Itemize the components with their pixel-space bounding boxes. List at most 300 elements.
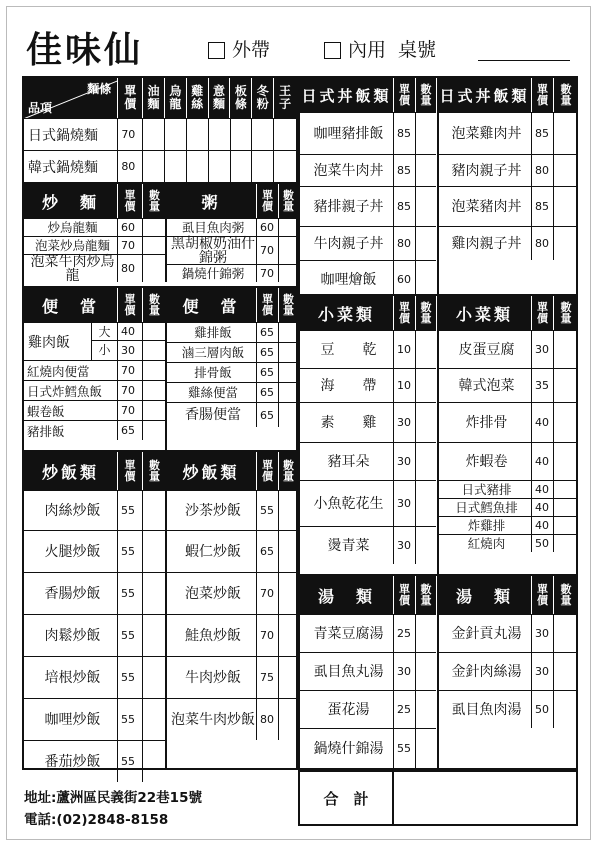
sides_left-qty-field[interactable] — [416, 481, 436, 526]
fried_noodles-price-header-label: 單價 — [124, 189, 136, 213]
congee-qty-field[interactable] — [279, 219, 298, 236]
congee-title: 粥 — [166, 184, 257, 218]
soup_left-price-header — [394, 576, 416, 614]
large-qty-field[interactable] — [143, 323, 166, 341]
phone: 電話:(02)2848-8158 — [24, 812, 169, 828]
sides_left-item-name: 豆 乾 — [300, 331, 394, 368]
bento_right-item-name: 排骨飯 — [166, 363, 257, 382]
soup_left-row — [300, 728, 436, 768]
soup_left-item-name: 青菜豆腐湯 — [300, 615, 394, 652]
congee-row — [166, 264, 298, 282]
chicken-size-column — [92, 323, 118, 360]
sides_right-item-price: 40 — [532, 517, 554, 534]
noodle-type-qty-field[interactable] — [187, 119, 209, 150]
sides_right-qty-field[interactable] — [554, 499, 578, 516]
noodle-item-name: 韓式鍋燒麵 — [24, 151, 118, 182]
donburi_left-qty-header-label: 數量 — [420, 83, 432, 107]
small-qty-field[interactable] — [143, 341, 166, 359]
donburi_right-row — [438, 226, 578, 260]
soup_right-qty-field[interactable] — [554, 691, 578, 728]
fried_noodles-item-price: 60 — [118, 219, 143, 236]
fried_rice_right-qty-field[interactable] — [279, 531, 298, 572]
noodle-type-qty-field[interactable] — [231, 119, 253, 150]
fried_rice_left-item-price: 55 — [118, 699, 143, 740]
noodle-col-header — [230, 78, 252, 118]
fried_rice_right-item-name: 牛肉炒飯 — [166, 657, 257, 698]
fried_noodles-row — [24, 236, 166, 254]
noodle-col-label: 冬粉 — [256, 84, 269, 111]
fried_rice_right-item-price: 80 — [257, 699, 279, 740]
fried_rice_left-qty-field[interactable] — [143, 573, 166, 614]
soup_right-header — [438, 576, 578, 614]
bento_left-price-header-label: 單價 — [124, 293, 136, 317]
sides_left-header — [300, 296, 436, 330]
bento_right-item-name: 滷三層肉飯 — [166, 343, 257, 362]
fried_rice_right-item-name: 沙茶炒飯 — [166, 491, 257, 530]
sides_right-item-name: 紅燒肉 — [438, 535, 532, 552]
noodle-col-header — [252, 78, 274, 118]
takeout-checkbox[interactable] — [208, 42, 225, 59]
bento_left-qty-field[interactable] — [143, 421, 166, 440]
donburi_right-qty-field[interactable] — [554, 113, 578, 154]
sides_left-item-price: 30 — [394, 403, 416, 442]
fried_rice_left-qty-field[interactable] — [143, 615, 166, 656]
sides_right-item-price: 50 — [532, 535, 554, 552]
sides_right-qty-field[interactable] — [554, 443, 578, 480]
total-box — [298, 770, 578, 826]
soup_left-row — [300, 690, 436, 728]
congee-header — [166, 184, 298, 218]
soup_right-qty-field[interactable] — [554, 615, 578, 652]
fried_rice_right-header — [166, 452, 298, 490]
small-price: 30 — [121, 343, 135, 357]
fried_rice_right-row — [166, 572, 298, 614]
fried_rice_left-title: 炒飯類 — [24, 452, 118, 490]
fried_rice_left-qty-field[interactable] — [143, 657, 166, 698]
soup_right-price-header-label: 單價 — [537, 583, 548, 607]
donburi_left-row — [300, 186, 436, 226]
fried_rice_left-item-name: 肉絲炒飯 — [24, 491, 118, 530]
sides_left-item-name: 小魚乾花生 — [300, 481, 394, 526]
soup_right-title: 湯 類 — [438, 576, 532, 614]
sides_left-item-price: 30 — [394, 443, 416, 480]
sides_right-item-price: 40 — [532, 481, 554, 498]
fried_rice_left-item-name: 培根炒飯 — [24, 657, 118, 698]
fried_noodles-row — [24, 218, 166, 236]
fried_rice_right-title: 炒飯類 — [166, 452, 257, 490]
sides_right-item-name: 炸雞排 — [438, 517, 532, 534]
donburi_right-qty-header-label: 數量 — [560, 83, 572, 107]
noodle-col-header — [209, 78, 231, 118]
congee-item-price: 70 — [257, 237, 279, 264]
sides_right-row — [438, 480, 578, 498]
donburi_left-item-name: 咖哩豬排飯 — [300, 113, 394, 154]
fried_noodles-title: 炒 麵 — [24, 184, 118, 218]
sides_left-qty-field[interactable] — [416, 403, 436, 442]
congee-qty-field[interactable] — [279, 265, 298, 282]
congee-item-price: 60 — [257, 219, 279, 236]
donburi_left-item-price: 85 — [394, 155, 416, 186]
fried_rice_right-qty-header — [279, 452, 298, 490]
fried_noodles-header — [24, 184, 166, 218]
donburi_left-qty-field[interactable] — [416, 113, 436, 154]
fried_noodles-qty-header — [143, 184, 166, 218]
fried_noodles-price-header — [118, 184, 143, 218]
bento_left-item-price: 70 — [118, 401, 143, 420]
sides_left-price-header — [394, 296, 416, 330]
bento_left-item-price: 70 — [118, 381, 143, 400]
sides_right-row — [438, 498, 578, 516]
noodle-col-label: 王子 — [279, 84, 292, 111]
noodle-type-qty-field[interactable] — [274, 119, 296, 150]
donburi_right-item-name: 雞肉親子丼 — [438, 227, 532, 260]
size-small-label: 小 — [98, 343, 111, 357]
bento_left-qty-header-label: 數量 — [149, 293, 160, 317]
bento_right-qty-field[interactable] — [279, 383, 298, 402]
fried_rice_right-price-header — [257, 452, 279, 490]
fried_rice_right-qty-field[interactable] — [279, 491, 298, 530]
bento_right-row — [166, 362, 298, 382]
fried_rice_left-item-name: 番茄炒飯 — [24, 741, 118, 782]
sides_left-row — [300, 402, 436, 442]
fried_rice_left-row — [24, 698, 166, 740]
sides_left-qty-field[interactable] — [416, 331, 436, 368]
brand-title: 佳味仙 — [26, 29, 144, 71]
fried_rice_right-qty-field[interactable] — [279, 699, 298, 740]
bento_right-item-name: 雞排飯 — [166, 323, 257, 342]
fried_noodles-qty-field[interactable] — [143, 219, 166, 236]
fried_rice_right-qty-field[interactable] — [279, 573, 298, 614]
donburi_right-price-header — [532, 78, 554, 112]
table-number-field[interactable] — [478, 60, 570, 61]
sides_right-price-header-label: 單價 — [537, 301, 548, 325]
fried_rice_right-row — [166, 698, 298, 740]
sides_right-item-name: 日式鱈魚排 — [438, 499, 532, 516]
noodle-col-label: 板條 — [234, 84, 247, 111]
address: 地址:蘆洲區民義街22巷15號 — [24, 790, 202, 806]
noodle-col-header — [187, 78, 209, 118]
bento_right-title: 便 當 — [166, 288, 257, 322]
takeout-option[interactable] — [208, 38, 270, 62]
noodle-type-qty-field[interactable] — [252, 119, 274, 150]
bento_right-row — [166, 382, 298, 402]
bento_left-qty-field[interactable] — [143, 381, 166, 400]
soup_left-qty-field[interactable] — [416, 729, 436, 768]
sides_right-qty-field[interactable] — [554, 369, 578, 402]
sides_left-qty-field[interactable] — [416, 527, 436, 564]
fried_rice_left-qty-field[interactable] — [143, 531, 166, 572]
fried_rice_left-item-price: 55 — [118, 531, 143, 572]
sides_right-item-name: 炸蝦卷 — [438, 443, 532, 480]
bento_left-item-name: 日式炸鱈魚飯 — [24, 381, 118, 400]
fried_rice_right-row — [166, 490, 298, 530]
sides_right-item-name: 韓式泡菜 — [438, 369, 532, 402]
sides_left-qty-field[interactable] — [416, 369, 436, 402]
sides_left-qty-field[interactable] — [416, 443, 436, 480]
bento_left-header — [24, 288, 166, 322]
donburi_left-qty-field[interactable] — [416, 261, 436, 298]
fried_rice_right-qty-field[interactable] — [279, 615, 298, 656]
soup_left-item-price: 55 — [394, 729, 416, 768]
donburi_left-item-price: 80 — [394, 227, 416, 260]
fried_rice_left-price-header — [118, 452, 143, 490]
fried_noodles-qty-field[interactable] — [143, 255, 166, 282]
fried_rice_left-row — [24, 656, 166, 698]
fried_rice_left-item-name: 香腸炒飯 — [24, 573, 118, 614]
noodle-item-price: 70 — [118, 119, 143, 150]
sides_left-item-price: 30 — [394, 527, 416, 564]
donburi_left-header — [300, 78, 436, 112]
fried_rice_left-qty-field[interactable] — [143, 741, 166, 782]
sides_right-qty-field[interactable] — [554, 517, 578, 534]
dine-in-option[interactable] — [324, 38, 436, 62]
sides_right-title: 小菜類 — [438, 296, 532, 330]
bento_left-row — [24, 380, 166, 400]
sides_right-qty-field[interactable] — [554, 535, 578, 552]
noodle-col-label: 烏龍 — [169, 84, 182, 111]
noodle-col-header — [165, 78, 187, 118]
chicken-rice-row — [24, 322, 166, 360]
donburi_right-item-price: 80 — [532, 155, 554, 186]
fried_noodles-item-price: 80 — [118, 255, 143, 282]
bento_left-row — [24, 400, 166, 420]
bento_right-qty-field[interactable] — [279, 323, 298, 342]
sides_right-item-price: 30 — [532, 331, 554, 368]
sides_left-row — [300, 368, 436, 402]
donburi_right-item-name: 泡菜豬肉丼 — [438, 187, 532, 226]
sides_left-item-price: 10 — [394, 369, 416, 402]
sides_left-row — [300, 480, 436, 526]
total-label: 合 計 — [300, 772, 394, 824]
rule-before-bento — [24, 286, 296, 288]
donburi_left-qty-field[interactable] — [416, 187, 436, 226]
bento_left-price-header — [118, 288, 143, 322]
donburi_right-item-name: 泡菜雞肉丼 — [438, 113, 532, 154]
soup_left-qty-field[interactable] — [416, 653, 436, 690]
fried_rice_left-qty-field[interactable] — [143, 699, 166, 740]
rule-before-fried-rice — [24, 450, 296, 452]
fried_rice_right-qty-field[interactable] — [279, 657, 298, 698]
soup_left-header — [300, 576, 436, 614]
bento_left-qty-header — [143, 288, 166, 322]
bento_left-qty-field[interactable] — [143, 401, 166, 420]
donburi_right-qty-field[interactable] — [554, 187, 578, 226]
bento_left-item-price: 70 — [118, 361, 143, 380]
fried_rice_right-item-price: 75 — [257, 657, 279, 698]
donburi_right-item-price: 80 — [532, 227, 554, 260]
fried_rice_right-item-name: 泡菜炒飯 — [166, 573, 257, 614]
bento_left-item-name: 蝦卷飯 — [24, 401, 118, 420]
bento_left-item-name: 紅燒肉便當 — [24, 361, 118, 380]
congee-qty-header — [279, 184, 298, 218]
sides_right-qty-field[interactable] — [554, 403, 578, 442]
congee-qty-field[interactable] — [279, 237, 298, 264]
dine-in-label: 內用 — [348, 39, 387, 61]
fried_rice_left-header — [24, 452, 166, 490]
noodle-type-qty-field[interactable] — [209, 151, 231, 182]
fried_rice_left-row — [24, 740, 166, 782]
divider-sides — [437, 296, 439, 576]
dine-in-checkbox[interactable] — [324, 42, 341, 59]
noodle-item-price: 80 — [118, 151, 143, 182]
donburi_left-qty-field[interactable] — [416, 155, 436, 186]
sides_left-item-name: 豬耳朵 — [300, 443, 394, 480]
soup_left-qty-field[interactable] — [416, 615, 436, 652]
bento_right-qty-header-label: 數量 — [283, 293, 294, 317]
soup_left-qty-header — [416, 576, 436, 614]
donburi_right-price-header-label: 單價 — [537, 83, 548, 107]
bento_left-title: 便 當 — [24, 288, 118, 322]
soup_left-item-name: 虱目魚丸湯 — [300, 653, 394, 690]
noodle-type-qty-field[interactable] — [209, 119, 231, 150]
noodle-type-qty-field[interactable] — [165, 119, 187, 150]
bento_right-qty-field[interactable] — [279, 363, 298, 382]
noodle-type-qty-field[interactable] — [143, 119, 165, 150]
fried_rice_left-qty-field[interactable] — [143, 491, 166, 530]
soup_right-qty-field[interactable] — [554, 653, 578, 690]
fried_rice_left-qty-header — [143, 452, 166, 490]
sides_right-header — [438, 296, 578, 330]
bento_right-row — [166, 402, 298, 427]
soup_right-item-price: 50 — [532, 691, 554, 728]
bento_right-item-price: 65 — [257, 383, 279, 402]
fried_rice_left-row — [24, 530, 166, 572]
congee-item-name: 鍋燒什錦粥 — [166, 265, 257, 282]
bento_right-qty-header — [279, 288, 298, 322]
bento_right-price-header-label: 單價 — [262, 293, 273, 317]
sides_right-qty-field[interactable] — [554, 481, 578, 498]
donburi_right-qty-field[interactable] — [554, 155, 578, 186]
fried_rice_right-item-name: 鮭魚炒飯 — [166, 615, 257, 656]
corner-bottom-label: 品項 — [28, 101, 53, 115]
bento_left-row — [24, 360, 166, 380]
donburi_left-title: 日式丼飯類 — [300, 78, 394, 112]
donburi_left-item-name: 泡菜牛肉丼 — [300, 155, 394, 186]
noodle-col-header — [118, 78, 143, 118]
congee-price-header-label: 單價 — [262, 189, 273, 213]
donburi_left-item-name: 豬排親子丼 — [300, 187, 394, 226]
chicken-qty-column — [143, 323, 166, 360]
fried_rice_right-qty-header-label: 數量 — [283, 459, 294, 483]
soup_right-item-name: 金針貢丸湯 — [438, 615, 532, 652]
fried_noodles-qty-header-label: 數量 — [149, 189, 160, 213]
donburi_left-item-price: 85 — [394, 187, 416, 226]
fried_rice_left-row — [24, 614, 166, 656]
bento_left-qty-field[interactable] — [143, 361, 166, 380]
noodle-col-label: 油麵 — [147, 84, 160, 111]
soup_left-item-name: 蛋花湯 — [300, 691, 394, 728]
noodle-type-qty-field[interactable] — [165, 151, 187, 182]
sides_left-item-price: 30 — [394, 481, 416, 526]
bento_left-item-name: 豬排飯 — [24, 421, 118, 440]
total-amount-field[interactable] — [394, 772, 576, 824]
fried_rice_left-qty-header-label: 數量 — [149, 459, 160, 483]
fried_noodles-row — [24, 254, 166, 282]
fried_rice_right-row — [166, 656, 298, 698]
bento_right-qty-field[interactable] — [279, 343, 298, 362]
bento_right-row — [166, 322, 298, 342]
noodle-type-qty-field[interactable] — [252, 151, 274, 182]
divider-donburi — [437, 78, 439, 296]
donburi_right-item-price: 85 — [532, 187, 554, 226]
bento_left-row — [24, 420, 166, 440]
noodle-type-qty-field[interactable] — [143, 151, 165, 182]
bento_right-price-header — [257, 288, 279, 322]
takeout-label: 外帶 — [232, 39, 271, 61]
noodle-type-qty-field[interactable] — [187, 151, 209, 182]
bento_right-qty-field[interactable] — [279, 403, 298, 427]
noodle-type-qty-field[interactable] — [231, 151, 253, 182]
fried_rice_right-item-price: 70 — [257, 573, 279, 614]
divider-soup — [437, 576, 439, 768]
fried_rice_right-row — [166, 530, 298, 572]
donburi_right-row — [438, 112, 578, 154]
noodle-col-label: 雞絲 — [191, 84, 204, 111]
sides_right-qty-header — [554, 296, 578, 330]
donburi_right-qty-field[interactable] — [554, 227, 578, 260]
divider-fried-noodles-congee — [165, 184, 167, 282]
sides_right-qty-field[interactable] — [554, 331, 578, 368]
bento_right-item-name: 雞絲便當 — [166, 383, 257, 402]
sides_left-qty-header — [416, 296, 436, 330]
sides_right-row — [438, 402, 578, 442]
fried_rice_right-price-header-label: 單價 — [262, 459, 273, 483]
fried_noodles-item-price: 70 — [118, 237, 143, 254]
noodle-type-qty-field[interactable] — [274, 151, 296, 182]
bento_right-header — [166, 288, 298, 322]
soup_left-item-price: 30 — [394, 653, 416, 690]
sides_right-item-price: 40 — [532, 443, 554, 480]
donburi_left-item-name: 牛肉親子丼 — [300, 227, 394, 260]
fried_noodles-qty-field[interactable] — [143, 237, 166, 254]
soup_right-row — [438, 652, 578, 690]
sides_left-row — [300, 330, 436, 368]
noodle-row — [24, 118, 296, 150]
donburi_left-row — [300, 260, 436, 298]
bento_right-item-name: 香腸便當 — [166, 403, 257, 427]
donburi_left-qty-field[interactable] — [416, 227, 436, 260]
right-menu-panel — [298, 76, 578, 770]
sides_left-item-name: 素 雞 — [300, 403, 394, 442]
donburi_left-item-name: 咖哩燴飯 — [300, 261, 394, 298]
soup_left-item-name: 鍋燒什錦湯 — [300, 729, 394, 768]
soup_left-item-price: 25 — [394, 615, 416, 652]
bento_right-item-price: 65 — [257, 343, 279, 362]
sides_left-item-price: 10 — [394, 331, 416, 368]
soup_right-item-price: 30 — [532, 615, 554, 652]
soup_right-price-header — [532, 576, 554, 614]
noodle-row — [24, 150, 296, 182]
divider-bento — [165, 288, 167, 451]
fried_rice_left-item-name: 火腿炒飯 — [24, 531, 118, 572]
sides_right-row — [438, 330, 578, 368]
sides_left-item-name: 海 帶 — [300, 369, 394, 402]
soup_right-item-name: 虱目魚肉湯 — [438, 691, 532, 728]
sides_left-item-name: 燙青菜 — [300, 527, 394, 564]
soup_left-qty-field[interactable] — [416, 691, 436, 728]
soup_left-row — [300, 652, 436, 690]
sides_left-row — [300, 442, 436, 480]
size-large-label: 大 — [92, 323, 117, 341]
fried_noodles-item-name: 炒烏龍麵 — [24, 219, 118, 236]
sides_right-item-price: 40 — [532, 403, 554, 442]
sides_right-item-price: 35 — [532, 369, 554, 402]
fried_rice_right-item-price: 70 — [257, 615, 279, 656]
donburi_right-item-name: 豬肉親子丼 — [438, 155, 532, 186]
chicken-price-column — [118, 323, 143, 360]
fried_rice_left-row — [24, 490, 166, 530]
sides_right-qty-header-label: 數量 — [560, 301, 572, 325]
